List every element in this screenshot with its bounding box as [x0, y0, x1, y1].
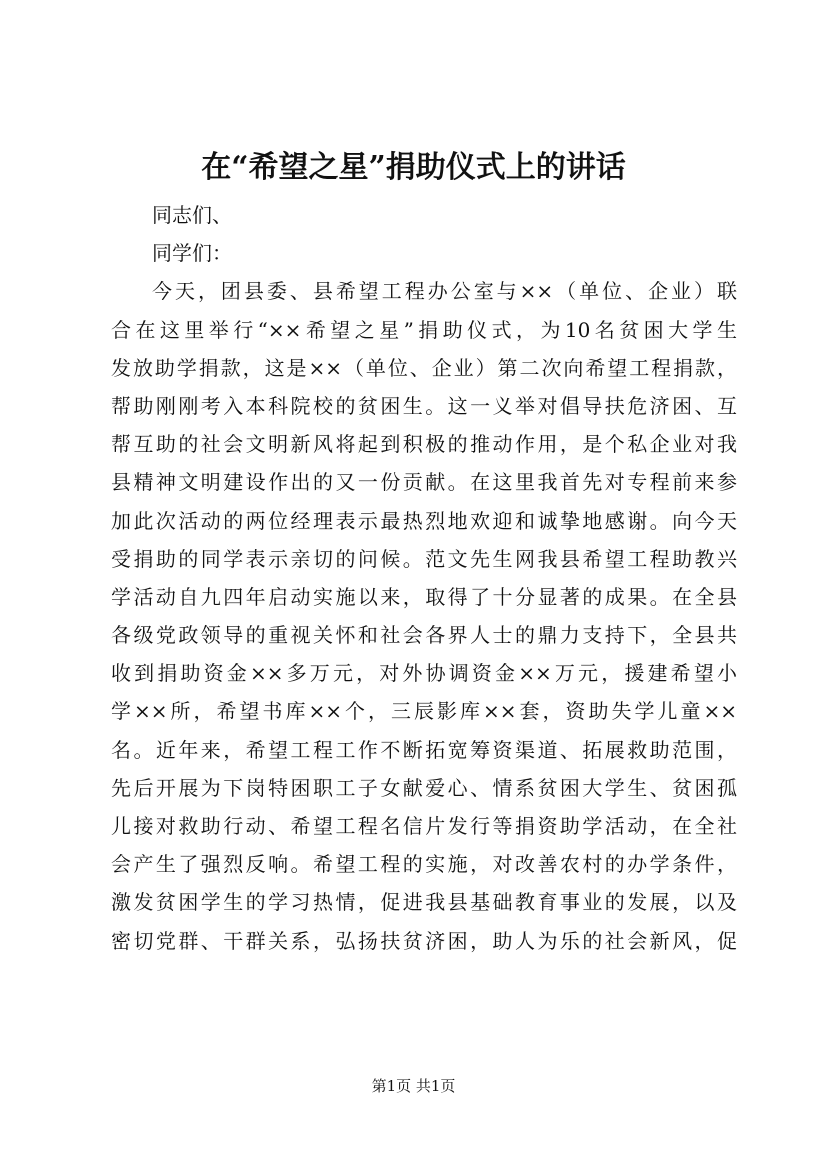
document-title: 在“希望之星”捐助仪式上的讲话	[201, 150, 626, 185]
paragraph-line: 密切党群、干群关系，弘扬扶贫济困，助人为乐的社会新风，促	[111, 928, 737, 953]
paragraph-line: 激发贫困学生的学习热情，促进我县基础教育事业的发展，以及	[111, 890, 737, 915]
document-body	[111, 196, 737, 960]
paragraph-line: 受捐助的同学表示亲切的问候。范文先生网我县希望工程助教兴	[111, 546, 737, 571]
paragraph-line: 帮互助的社会文明新风将起到积极的推动作用，是个私企业对我	[111, 432, 737, 457]
paragraph-line: 各级党政领导的重视关怀和社会各界人士的鼎力支持下，全县共	[111, 623, 737, 648]
paragraph-line: 会产生了强烈反响。希望工程的实施，对改善农村的办学条件，	[111, 852, 737, 877]
paragraph-line: 今天，团县委、县希望工程办公室与××（单位、企业）联	[152, 279, 737, 304]
greeting-line-1: 同志们、	[152, 203, 232, 227]
paragraph-line: 合在这里举行“××希望之星”捐助仪式，为10名贫困大学生	[111, 317, 737, 342]
paragraph-line: 帮助刚刚考入本科院校的贫困生。这一义举对倡导扶危济困、互	[111, 393, 737, 418]
paragraph-line: 加此次活动的两位经理表示最热烈地欢迎和诚挚地感谢。向今天	[111, 508, 737, 533]
paragraph-line: 儿接对救助行动、希望工程名信片发行等捐资助学活动，在全社	[111, 814, 737, 838]
greeting-line-2: 同学们：	[152, 241, 232, 266]
paragraph-line: 收到捐助资金××多万元，对外协调资金××万元，援建希望小	[111, 661, 737, 686]
page-footer: 第1页 共1页	[371, 1077, 456, 1095]
paragraph-line: 先后开展为下岗特困职工子女献爱心、情系贫困大学生、贫困孤	[111, 775, 737, 800]
paragraph-line: 名。近年来，希望工程工作不断拓宽筹资渠道、拓展救助范围，	[111, 737, 737, 762]
paragraph-line: 县精神文明建设作出的又一份贡献。在这里我首先对专程前来参	[111, 470, 737, 495]
paragraph-line: 发放助学捐款，这是××（单位、企业）第二次向希望工程捐款，	[111, 355, 737, 380]
paragraph-line: 学活动自九四年启动实施以来，取得了十分显著的成果。在全县	[111, 584, 737, 609]
paragraph-line: 学××所，希望书库××个，三辰影库××套，资助失学儿童××	[111, 699, 737, 724]
